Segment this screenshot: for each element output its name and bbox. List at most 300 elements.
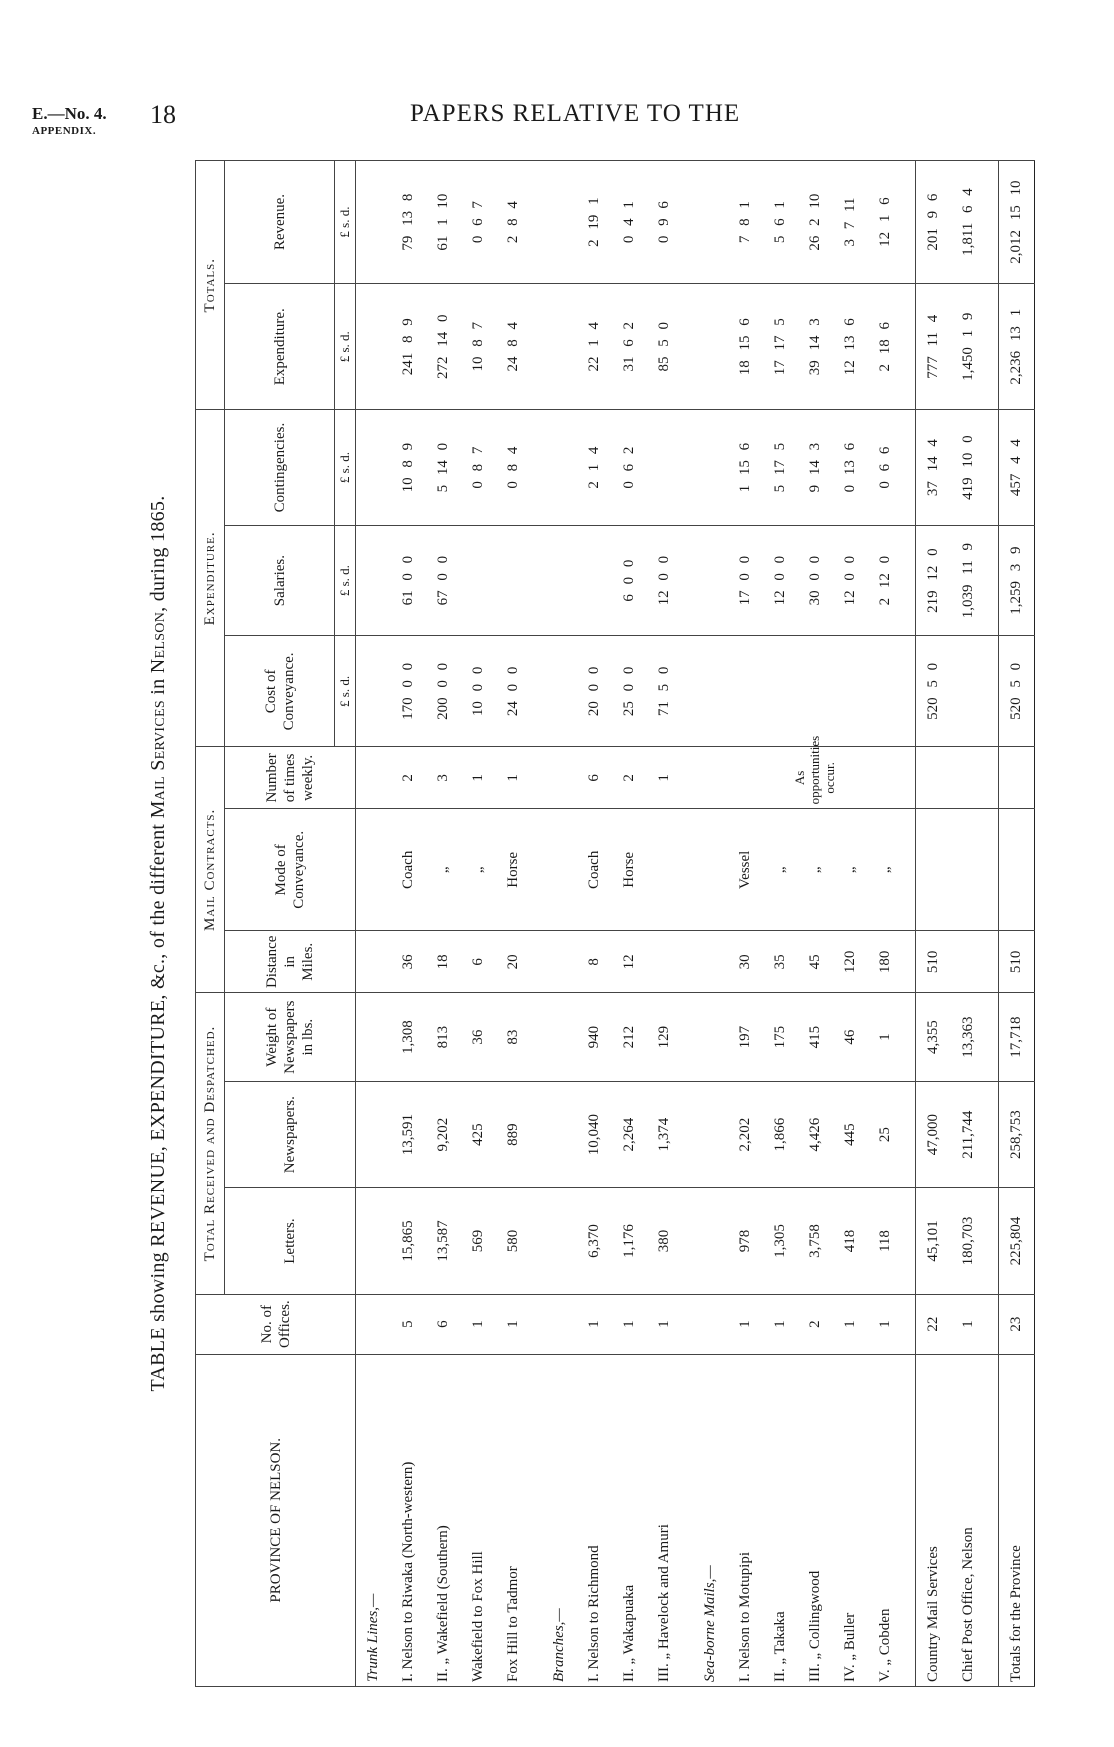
empty-cell xyxy=(903,747,915,809)
section-heading-row xyxy=(356,161,392,1687)
empty-cell xyxy=(903,1294,915,1354)
units-label: £ s. d. xyxy=(335,284,356,410)
contingencies-header: Contingencies. xyxy=(225,410,335,525)
cell-cost: 170 0 0 xyxy=(391,636,426,747)
row-name: Fox Hill to Tadmor xyxy=(496,1354,531,1686)
cell-weight: 83 xyxy=(496,993,531,1082)
caption-mail-services: Mail Services xyxy=(147,700,169,819)
caption-in: in xyxy=(147,678,169,695)
empty-cell xyxy=(542,410,577,525)
cell-offices: 2 xyxy=(798,1294,833,1354)
cell-offices: 23 xyxy=(998,1294,1034,1354)
cell-salaries: 17 0 0 xyxy=(728,525,763,636)
cell-newspapers: 13,591 xyxy=(391,1081,426,1187)
empty-cell xyxy=(903,1081,915,1187)
cell-letters: 418 xyxy=(833,1188,868,1294)
cell-revenue: 0 6 7 xyxy=(461,161,496,284)
total-received-header: Total Received and Despatched. xyxy=(196,993,225,1294)
empty-cell xyxy=(682,410,694,525)
cell-expenditure: 18 15 6 xyxy=(728,284,763,410)
units-label: £ s. d. xyxy=(335,410,356,525)
table-row xyxy=(868,161,903,1687)
cell-expenditure: 31 6 2 xyxy=(612,284,647,410)
table-body xyxy=(356,161,1035,1687)
cell-letters: 180,703 xyxy=(951,1188,986,1294)
cell-weight: 46 xyxy=(833,993,868,1082)
empty-cell xyxy=(531,284,543,410)
row-name: II. „ Takaka xyxy=(763,1354,798,1686)
section-heading: Trunk Lines,— xyxy=(356,1354,392,1686)
cell-expenditure: 2 18 6 xyxy=(868,284,903,410)
table-row xyxy=(496,161,531,1687)
empty-cell xyxy=(903,993,915,1082)
empty-cell xyxy=(903,636,915,747)
cell-distance: 510 xyxy=(915,931,951,993)
mode-header: Mode of Conveyance. xyxy=(225,809,356,931)
empty-cell xyxy=(356,993,392,1082)
row-name: II. „ Wakefield (Southern) xyxy=(426,1354,461,1686)
empty-cell xyxy=(356,1188,392,1294)
cell-expenditure: 24 8 4 xyxy=(496,284,531,410)
cell-revenue: 201 9 6 xyxy=(915,161,951,284)
cell-expenditure: 1,450 1 9 xyxy=(951,284,986,410)
cell-distance: 510 xyxy=(998,931,1034,993)
empty-cell xyxy=(356,636,392,747)
rotated-table xyxy=(147,160,1035,1687)
cell-newspapers: 445 xyxy=(833,1081,868,1187)
cell-cost xyxy=(868,636,903,747)
cell-revenue: 2 8 4 xyxy=(496,161,531,284)
empty-cell xyxy=(356,1081,392,1187)
empty-cell xyxy=(531,1294,543,1354)
cell-salaries: 12 0 0 xyxy=(647,525,682,636)
empty-cell xyxy=(531,161,543,284)
empty-cell xyxy=(682,993,694,1082)
cell-contingencies: 419 10 0 xyxy=(951,410,986,525)
cell-weight: 813 xyxy=(426,993,461,1082)
empty-cell xyxy=(903,931,915,993)
cell-times xyxy=(951,747,986,809)
cell-distance: 35 xyxy=(763,931,798,993)
cell-weight: 36 xyxy=(461,993,496,1082)
cell-times: 2 xyxy=(612,747,647,809)
table-row xyxy=(647,161,682,1687)
section-heading: Branches,— xyxy=(542,1354,577,1686)
report-reference xyxy=(32,104,107,137)
cell-weight: 1,308 xyxy=(391,993,426,1082)
cell-letters: 225,804 xyxy=(998,1188,1034,1294)
cell-mode: „ xyxy=(798,809,833,931)
empty-cell xyxy=(542,993,577,1082)
row-name: IV. „ Buller xyxy=(833,1354,868,1686)
cell-contingencies: 0 13 6 xyxy=(833,410,868,525)
empty-cell xyxy=(531,993,543,1082)
cell-salaries: 30 0 0 xyxy=(798,525,833,636)
table-row xyxy=(461,161,496,1687)
cell-offices: 1 xyxy=(951,1294,986,1354)
empty-cell xyxy=(542,1188,577,1294)
spacer-row xyxy=(682,161,694,1687)
cell-times: 6 xyxy=(577,747,612,809)
empty-cell xyxy=(693,1294,728,1354)
table-row xyxy=(833,161,868,1687)
table-row xyxy=(798,161,833,1687)
empty-cell xyxy=(903,525,915,636)
cell-expenditure: 12 13 6 xyxy=(833,284,868,410)
empty-cell xyxy=(986,747,998,809)
empty-cell xyxy=(356,410,392,525)
empty-cell xyxy=(682,1354,694,1686)
cell-cost: 25 0 0 xyxy=(612,636,647,747)
cell-newspapers: 425 xyxy=(461,1081,496,1187)
cell-distance: 45 xyxy=(798,931,833,993)
cell-newspapers: 889 xyxy=(496,1081,531,1187)
cell-letters: 1,305 xyxy=(763,1188,798,1294)
empty-cell xyxy=(986,809,998,931)
cell-mode: „ xyxy=(833,809,868,931)
cell-revenue: 2 19 1 xyxy=(577,161,612,284)
cell-distance xyxy=(951,931,986,993)
cell-revenue: 1,811 6 4 xyxy=(951,161,986,284)
cell-mode xyxy=(951,809,986,931)
empty-cell xyxy=(693,161,728,284)
cell-contingencies: 0 8 7 xyxy=(461,410,496,525)
page-number: 18 xyxy=(150,100,176,129)
cell-weight: 197 xyxy=(728,993,763,1082)
cell-weight: 4,355 xyxy=(915,993,951,1082)
cell-offices: 1 xyxy=(728,1294,763,1354)
section-heading-row xyxy=(693,161,728,1687)
cell-mode: „ xyxy=(426,809,461,931)
cell-contingencies: 457 4 4 xyxy=(998,410,1034,525)
cell-contingencies: 0 8 4 xyxy=(496,410,531,525)
empty-cell xyxy=(903,809,915,931)
cell-weight: 940 xyxy=(577,993,612,1082)
cell-times: 1 xyxy=(647,747,682,809)
cell-letters: 580 xyxy=(496,1188,531,1294)
section-heading-row xyxy=(542,161,577,1687)
cell-weight: 175 xyxy=(763,993,798,1082)
distance-header: Distance in Miles. xyxy=(225,931,356,993)
cell-mode: Horse xyxy=(496,809,531,931)
row-name: Totals for the Province xyxy=(998,1354,1034,1686)
cell-letters: 1,176 xyxy=(612,1188,647,1294)
cell-salaries: 61 0 0 xyxy=(391,525,426,636)
row-name: I. Nelson to Motupipi xyxy=(728,1354,763,1686)
cell-mode: Horse xyxy=(612,809,647,931)
cell-cost: 71 5 0 xyxy=(647,636,682,747)
mail-services-table xyxy=(195,160,1035,1687)
cell-salaries: 67 0 0 xyxy=(426,525,461,636)
cell-contingencies xyxy=(647,410,682,525)
province-header: PROVINCE OF NELSON. xyxy=(196,1354,356,1686)
empty-cell xyxy=(682,931,694,993)
cell-mode: „ xyxy=(461,809,496,931)
cell-newspapers: 1,866 xyxy=(763,1081,798,1187)
empty-cell xyxy=(986,636,998,747)
cell-revenue: 3 7 11 xyxy=(833,161,868,284)
cell-times: 3 xyxy=(426,747,461,809)
cell-distance: 8 xyxy=(577,931,612,993)
cell-cost: 10 0 0 xyxy=(461,636,496,747)
empty-cell xyxy=(356,747,392,809)
table-row xyxy=(426,161,461,1687)
empty-cell xyxy=(903,410,915,525)
cell-mode: Vessel xyxy=(728,809,763,931)
empty-cell xyxy=(693,1188,728,1294)
table-row xyxy=(951,161,986,1687)
cell-expenditure: 85 5 0 xyxy=(647,284,682,410)
empty-cell xyxy=(903,1354,915,1686)
cost-header: Cost of Conveyance. xyxy=(225,636,335,747)
empty-cell xyxy=(986,1354,998,1686)
empty-cell xyxy=(903,1188,915,1294)
cell-salaries: 1,259 3 9 xyxy=(998,525,1034,636)
cell-salaries xyxy=(496,525,531,636)
cell-expenditure: 22 1 4 xyxy=(577,284,612,410)
empty-cell xyxy=(682,1188,694,1294)
empty-cell xyxy=(682,636,694,747)
empty-cell xyxy=(682,1294,694,1354)
cell-letters: 978 xyxy=(728,1188,763,1294)
cell-offices: 22 xyxy=(915,1294,951,1354)
caption-lead: TABLE showing REVENUE, EXPENDITURE, &c., of the different xyxy=(147,823,169,1392)
empty-cell xyxy=(542,1081,577,1187)
cell-expenditure: 241 8 9 xyxy=(391,284,426,410)
row-name: I. Nelson to Riwaka (North-western) xyxy=(391,1354,426,1686)
cell-offices: 5 xyxy=(391,1294,426,1354)
cell-cost xyxy=(798,636,833,747)
cell-offices: 1 xyxy=(461,1294,496,1354)
empty-cell xyxy=(682,161,694,284)
cell-distance xyxy=(647,931,682,993)
caption-nelson: Nelson xyxy=(147,611,169,674)
cell-weight: 212 xyxy=(612,993,647,1082)
cell-salaries xyxy=(461,525,496,636)
weight-header: Weight of Newspapers in lbs. xyxy=(225,993,356,1082)
cell-cost xyxy=(951,636,986,747)
cell-weight: 1 xyxy=(868,993,903,1082)
cell-distance: 180 xyxy=(868,931,903,993)
cell-contingencies: 2 1 4 xyxy=(577,410,612,525)
empty-cell xyxy=(542,1294,577,1354)
cell-letters: 45,101 xyxy=(915,1188,951,1294)
cell-newspapers: 2,202 xyxy=(728,1081,763,1187)
cell-offices: 1 xyxy=(763,1294,798,1354)
empty-cell xyxy=(356,161,392,284)
cell-times: 2 xyxy=(391,747,426,809)
cell-offices: 1 xyxy=(577,1294,612,1354)
spacer-row xyxy=(986,161,998,1687)
empty-cell xyxy=(531,1081,543,1187)
cell-times xyxy=(998,747,1034,809)
cell-weight: 129 xyxy=(647,993,682,1082)
cell-offices: 6 xyxy=(426,1294,461,1354)
cell-revenue: 7 8 1 xyxy=(728,161,763,284)
offices-header: No. of Offices. xyxy=(196,1294,356,1354)
row-name: Wakefield to Fox Hill xyxy=(461,1354,496,1686)
cell-contingencies: 37 14 4 xyxy=(915,410,951,525)
cell-weight: 13,363 xyxy=(951,993,986,1082)
cell-newspapers: 9,202 xyxy=(426,1081,461,1187)
cell-distance: 36 xyxy=(391,931,426,993)
cell-mode xyxy=(998,809,1034,931)
cell-newspapers: 47,000 xyxy=(915,1081,951,1187)
empty-cell xyxy=(903,161,915,284)
empty-cell xyxy=(542,636,577,747)
table-frame xyxy=(147,160,1035,1687)
empty-cell xyxy=(693,809,728,931)
cell-revenue: 61 1 10 xyxy=(426,161,461,284)
cell-mode: Coach xyxy=(577,809,612,931)
letters-header: Letters. xyxy=(225,1188,356,1294)
spacer-row xyxy=(531,161,543,1687)
cell-cost: 520 5 0 xyxy=(998,636,1034,747)
empty-cell xyxy=(693,747,728,809)
cell-contingencies: 0 6 6 xyxy=(868,410,903,525)
cell-offices: 1 xyxy=(647,1294,682,1354)
cell-contingencies: 5 14 0 xyxy=(426,410,461,525)
row-name: Chief Post Office, Nelson xyxy=(951,1354,986,1686)
cell-salaries: 12 0 0 xyxy=(763,525,798,636)
cell-contingencies: 0 6 2 xyxy=(612,410,647,525)
cell-cost xyxy=(728,636,763,747)
cell-letters: 3,758 xyxy=(798,1188,833,1294)
cell-expenditure: 39 14 3 xyxy=(798,284,833,410)
cell-offices: 1 xyxy=(868,1294,903,1354)
empty-cell xyxy=(356,1294,392,1354)
row-name: III. „ Collingwood xyxy=(798,1354,833,1686)
cell-contingencies: 9 14 3 xyxy=(798,410,833,525)
cell-expenditure: 17 17 5 xyxy=(763,284,798,410)
cell-offices: 1 xyxy=(833,1294,868,1354)
cell-cost xyxy=(763,636,798,747)
row-name: Country Mail Services xyxy=(915,1354,951,1686)
cell-contingencies: 10 8 9 xyxy=(391,410,426,525)
cell-newspapers: 25 xyxy=(868,1081,903,1187)
cell-distance: 18 xyxy=(426,931,461,993)
empty-cell xyxy=(531,1354,543,1686)
appendix-label: APPENDIX. xyxy=(32,125,97,137)
empty-cell xyxy=(682,525,694,636)
row-name: V. „ Cobden xyxy=(868,1354,903,1686)
cell-salaries: 12 0 0 xyxy=(833,525,868,636)
empty-cell xyxy=(986,1294,998,1354)
empty-cell xyxy=(682,747,694,809)
table-caption xyxy=(147,160,170,1727)
empty-cell xyxy=(542,747,577,809)
row-name: III. „ Havelock and Amuri xyxy=(647,1354,682,1686)
cell-letters: 380 xyxy=(647,1188,682,1294)
table-row xyxy=(612,161,647,1687)
cell-newspapers: 211,744 xyxy=(951,1081,986,1187)
cell-expenditure: 10 8 7 xyxy=(461,284,496,410)
cell-revenue: 12 1 6 xyxy=(868,161,903,284)
spacer-row xyxy=(903,161,915,1687)
units-label: £ s. d. xyxy=(335,525,356,636)
section-heading: Sea-borne Mails,— xyxy=(693,1354,728,1686)
empty-cell xyxy=(986,161,998,284)
cell-newspapers: 2,264 xyxy=(612,1081,647,1187)
cell-salaries: 6 0 0 xyxy=(612,525,647,636)
empty-cell xyxy=(531,525,543,636)
cell-mode xyxy=(915,809,951,931)
cell-distance: 12 xyxy=(612,931,647,993)
cell-salaries: 2 12 0 xyxy=(868,525,903,636)
cell-newspapers: 1,374 xyxy=(647,1081,682,1187)
cell-distance: 30 xyxy=(728,931,763,993)
empty-cell xyxy=(986,993,998,1082)
empty-cell xyxy=(693,525,728,636)
totals-header: Totals. xyxy=(196,161,225,410)
cell-salaries: 1,039 11 9 xyxy=(951,525,986,636)
cell-distance: 20 xyxy=(496,931,531,993)
cell-distance: 6 xyxy=(461,931,496,993)
empty-cell xyxy=(693,410,728,525)
mail-contracts-header: Mail Contracts. xyxy=(196,747,225,993)
cell-distance: 120 xyxy=(833,931,868,993)
cell-letters: 6,370 xyxy=(577,1188,612,1294)
revenue-header: Revenue. xyxy=(225,161,335,284)
empty-cell xyxy=(682,284,694,410)
table-row xyxy=(577,161,612,1687)
empty-cell xyxy=(531,931,543,993)
cell-revenue: 0 9 6 xyxy=(647,161,682,284)
cell-newspapers: 10,040 xyxy=(577,1081,612,1187)
cell-times: 1 xyxy=(496,747,531,809)
empty-cell xyxy=(542,809,577,931)
empty-cell xyxy=(986,284,998,410)
empty-cell xyxy=(531,1188,543,1294)
empty-cell xyxy=(542,161,577,284)
empty-cell xyxy=(903,284,915,410)
times-header: Number of times weekly. xyxy=(225,747,356,809)
table-row xyxy=(391,161,426,1687)
empty-cell xyxy=(693,993,728,1082)
units-label: £ s. d. xyxy=(335,161,356,284)
cell-expenditure: 777 11 4 xyxy=(915,284,951,410)
cell-times xyxy=(915,747,951,809)
cell-cost: 20 0 0 xyxy=(577,636,612,747)
cell-salaries: 219 12 0 xyxy=(915,525,951,636)
salaries-header: Salaries. xyxy=(225,525,335,636)
empty-cell xyxy=(542,525,577,636)
row-name: II. „ Wakapuaka xyxy=(612,1354,647,1686)
table-row xyxy=(915,161,951,1687)
cell-revenue: 2,012 15 10 xyxy=(998,161,1034,284)
newspapers-header: Newspapers. xyxy=(225,1081,356,1187)
expenditure-header: Expenditure. xyxy=(196,410,225,747)
cell-mode: „ xyxy=(868,809,903,931)
cell-mode: „ xyxy=(763,809,798,931)
cell-weight: 415 xyxy=(798,993,833,1082)
empty-cell xyxy=(356,284,392,410)
empty-cell xyxy=(986,525,998,636)
cell-revenue: 0 4 1 xyxy=(612,161,647,284)
times-note: As opportunities occur. xyxy=(728,747,902,809)
cell-expenditure: 2,236 13 1 xyxy=(998,284,1034,410)
report-ref: E.—No. 4. xyxy=(32,104,107,123)
cell-contingencies: 1 15 6 xyxy=(728,410,763,525)
empty-cell xyxy=(356,931,392,993)
cell-letters: 13,587 xyxy=(426,1188,461,1294)
empty-cell xyxy=(542,931,577,993)
cell-cost: 24 0 0 xyxy=(496,636,531,747)
cell-mode xyxy=(647,809,682,931)
cell-revenue: 5 6 1 xyxy=(763,161,798,284)
cell-cost xyxy=(833,636,868,747)
empty-cell xyxy=(531,747,543,809)
